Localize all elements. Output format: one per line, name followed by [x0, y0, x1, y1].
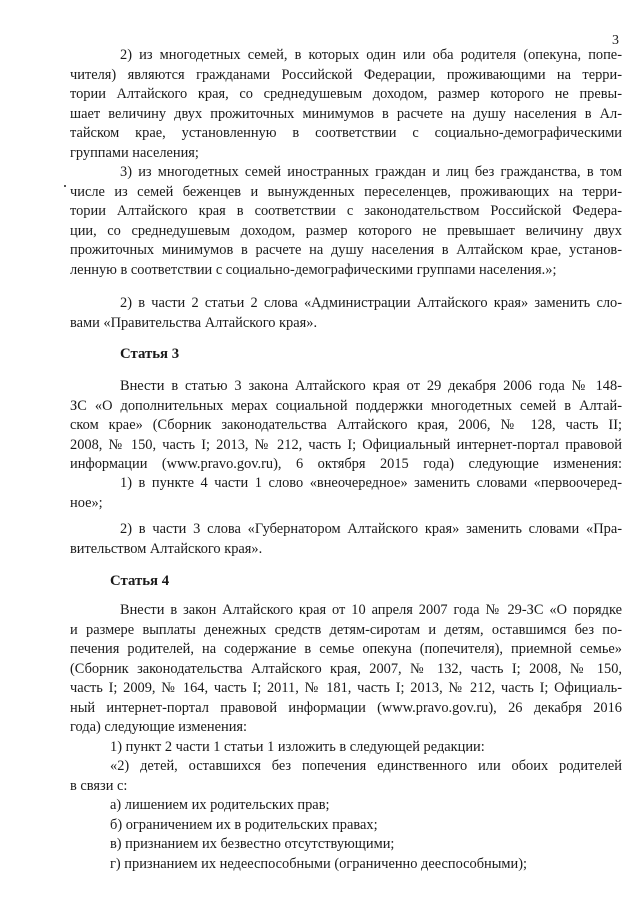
list-item: в) признанием их безвестно отсутствующими; [110, 836, 395, 852]
text-line: чителя) являются гражданами Российской Федерации, проживающими на терри- [70, 66, 622, 83]
list-item: б) ограничением их в родительских правах; [110, 816, 378, 833]
article-4-heading-block [70, 572, 622, 592]
text-line: тайском крае, установленную в соответствии с социально-демографическими [70, 125, 622, 141]
paragraph-item-3-foreign-families [70, 163, 622, 280]
paragraph-item-2-families [70, 46, 622, 163]
text-line: тории Алтайского края, со среднедушевым доходом, размер которого не превы- [70, 86, 622, 102]
text-line: 2) в части 2 статьи 2 слова «Администрации Алтайского края» заменить сло- [120, 295, 622, 311]
text-line: ленную в соответствии с социально-демографическими группами населения.»; [70, 261, 557, 278]
text-line: Внести в статью 3 закона Алтайского края от 29 декабря 2006 года № 148- [120, 378, 622, 394]
paragraph-article3-intro [70, 377, 622, 475]
text-line: прожиточных минимумов в расчете на душу населения в Алтайском крае, установ- [70, 242, 622, 258]
text-line: года) следующие изменения: [70, 719, 248, 735]
text-line: 1) пункт 2 части 1 статьи 1 изложить в следующей редакции: [110, 738, 485, 755]
text-line: вительством Алтайского края». [70, 540, 263, 557]
text-line: 3) из многодетных семей иностранных граждан и лиц без гражданства, в том [120, 164, 622, 180]
text-line: числе из семей беженцев и вынужденных переселенцев, проживающих на терри- [70, 183, 622, 200]
text-line: 2) в части 3 слова «Губернатором Алтайского края» заменить словами «Пра- [120, 521, 622, 537]
article-heading: Статья 4 [110, 573, 170, 589]
text-line: ском крае» (Сборник законодательства Алтайского края, 2006, № 128, часть II; [70, 417, 622, 433]
text-line: 2) из многодетных семей, в которых один или оба родителя (опекуна, попе- [120, 47, 622, 63]
paragraph-article3-item1 [70, 474, 622, 513]
text-line: 1) в пункте 4 части 1 слово «внеочередное» заменить словами «первоочеред- [120, 475, 622, 491]
text-line: «2) детей, оставшихся без попечения единственного или обоих родителей [110, 758, 622, 774]
text-line: ное»; [70, 494, 103, 511]
text-line: вами «Правительства Алтайского края». [70, 314, 318, 331]
text-line: группами населения; [70, 144, 199, 161]
text-line: 2008, № 150, часть I; 2013, № 212, часть I; Официальный интернет-портал правовой [70, 436, 622, 453]
text-line: печения родителей, на содержание в семье опекуна (попечителя), приемной семье» [70, 641, 622, 657]
text-line: ции, со среднедушевым доходом, размер которого не превышает величину двух [70, 222, 622, 239]
scan-dot [64, 185, 66, 187]
list-item: а) лишением их родительских прав; [110, 797, 330, 813]
text-line: (Сборник законодательства Алтайского края, 2007, № 132, часть I; 2008, № 150, [70, 660, 622, 677]
paragraph-article2-amendment [70, 294, 622, 333]
list-item: г) признанием их недееспособными (ограниченно дееспособными); [110, 855, 527, 872]
page-number: 3 [612, 33, 619, 48]
text-line: ЗС «О дополнительных мерах социальной поддержки многодетных семей в Алтай- [70, 397, 622, 414]
text-line: Внести в закон Алтайского края от 10 апреля 2007 года № 29-ЗС «О порядке [120, 602, 622, 618]
text-line: ный интернет-портал правовой информации (www.pravo.gov.ru), 26 декабря 2016 [70, 699, 622, 716]
article-heading: Статья 3 [120, 346, 180, 362]
text-line: и размере выплаты денежных средств детям-сиротам и детям, оставшимся без по- [70, 621, 622, 638]
text-line: часть I; 2009, № 164, часть I; 2011, № 181, часть I; 2013, № 212, часть I; Официаль- [70, 680, 622, 696]
text-line: в связи с: [70, 777, 128, 794]
text-line: шает величину двух прожиточных минимумов в расчете на душу населения в Ал- [70, 105, 622, 122]
article-3-heading-block [70, 345, 622, 365]
paragraph-article4-intro [70, 601, 622, 874]
text-line: тории Алтайского края в соответствии с законодательством Российской Федера- [70, 203, 622, 219]
text-line: информации (www.pravo.gov.ru), 6 октября 2015 года) следующие изменения: [70, 456, 622, 472]
paragraph-article3-item2 [70, 520, 622, 559]
